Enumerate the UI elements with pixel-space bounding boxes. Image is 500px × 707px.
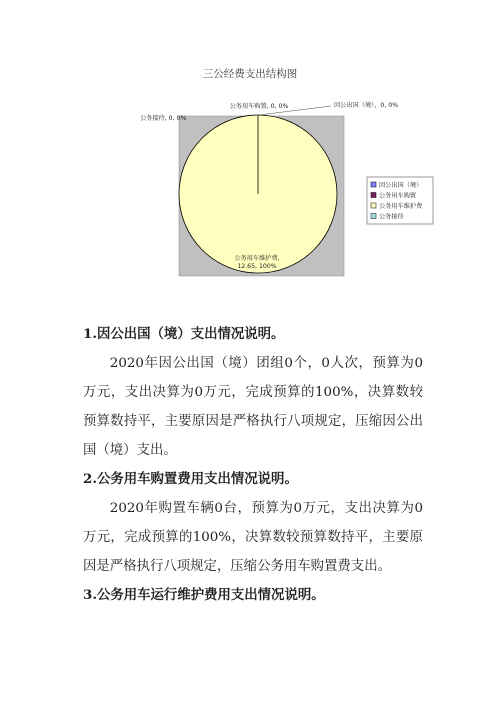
legend-swatch-vehicle-maintenance — [371, 203, 376, 208]
legend-label-reception: 公务接待 — [379, 213, 404, 221]
section-2-paragraph: 2020年购置车辆0台，预算为0万元，支出决算为0万元，完成预算的100%，决算数较预算数持平，主要原因是严格执行八项规定，压缩公务用车购置费支出。 — [83, 501, 423, 574]
chart-title: 三公经费支出结构图 — [202, 68, 298, 80]
legend-swatch-reception — [371, 214, 376, 219]
pie-chart — [0, 0, 500, 310]
data-label-vehicle-purchase: 公务用车购置, 0, 0% — [229, 103, 289, 110]
legend-swatch-overseas — [371, 182, 376, 187]
document-body — [83, 320, 423, 610]
data-label-overseas: 因公出国（境），0, 0% — [334, 102, 399, 109]
legend-label-vehicle-purchase: 公务用车购置 — [379, 192, 417, 200]
section-1-heading: 1.因公出国（境）支出情况说明。 — [83, 326, 285, 342]
section-2-heading: 2.公务用车购置费用支出情况说明。 — [83, 471, 298, 487]
legend-label-vehicle-maintenance: 公务用车维护费 — [379, 202, 423, 210]
legend-label-overseas: 因公出国（境） — [379, 181, 423, 189]
legend-swatch-vehicle-purchase — [371, 193, 376, 198]
section-3-heading: 3.公务用车运行维护费用支出情况说明。 — [83, 587, 325, 603]
data-label-reception: 公务接待, 0, 0% — [140, 115, 187, 122]
data-label-vehicle-maintenance: 公务用车维护费, 12.65, 100% — [234, 255, 280, 270]
section-1-paragraph: 2020年因公出国（境）团组0个，0人次，预算为0万元，支出决算为0万元，完成预算的100%，决算数较预算数持平，主要原因是严格执行八项规定，压缩因公出国（境）支出。 — [83, 356, 423, 458]
